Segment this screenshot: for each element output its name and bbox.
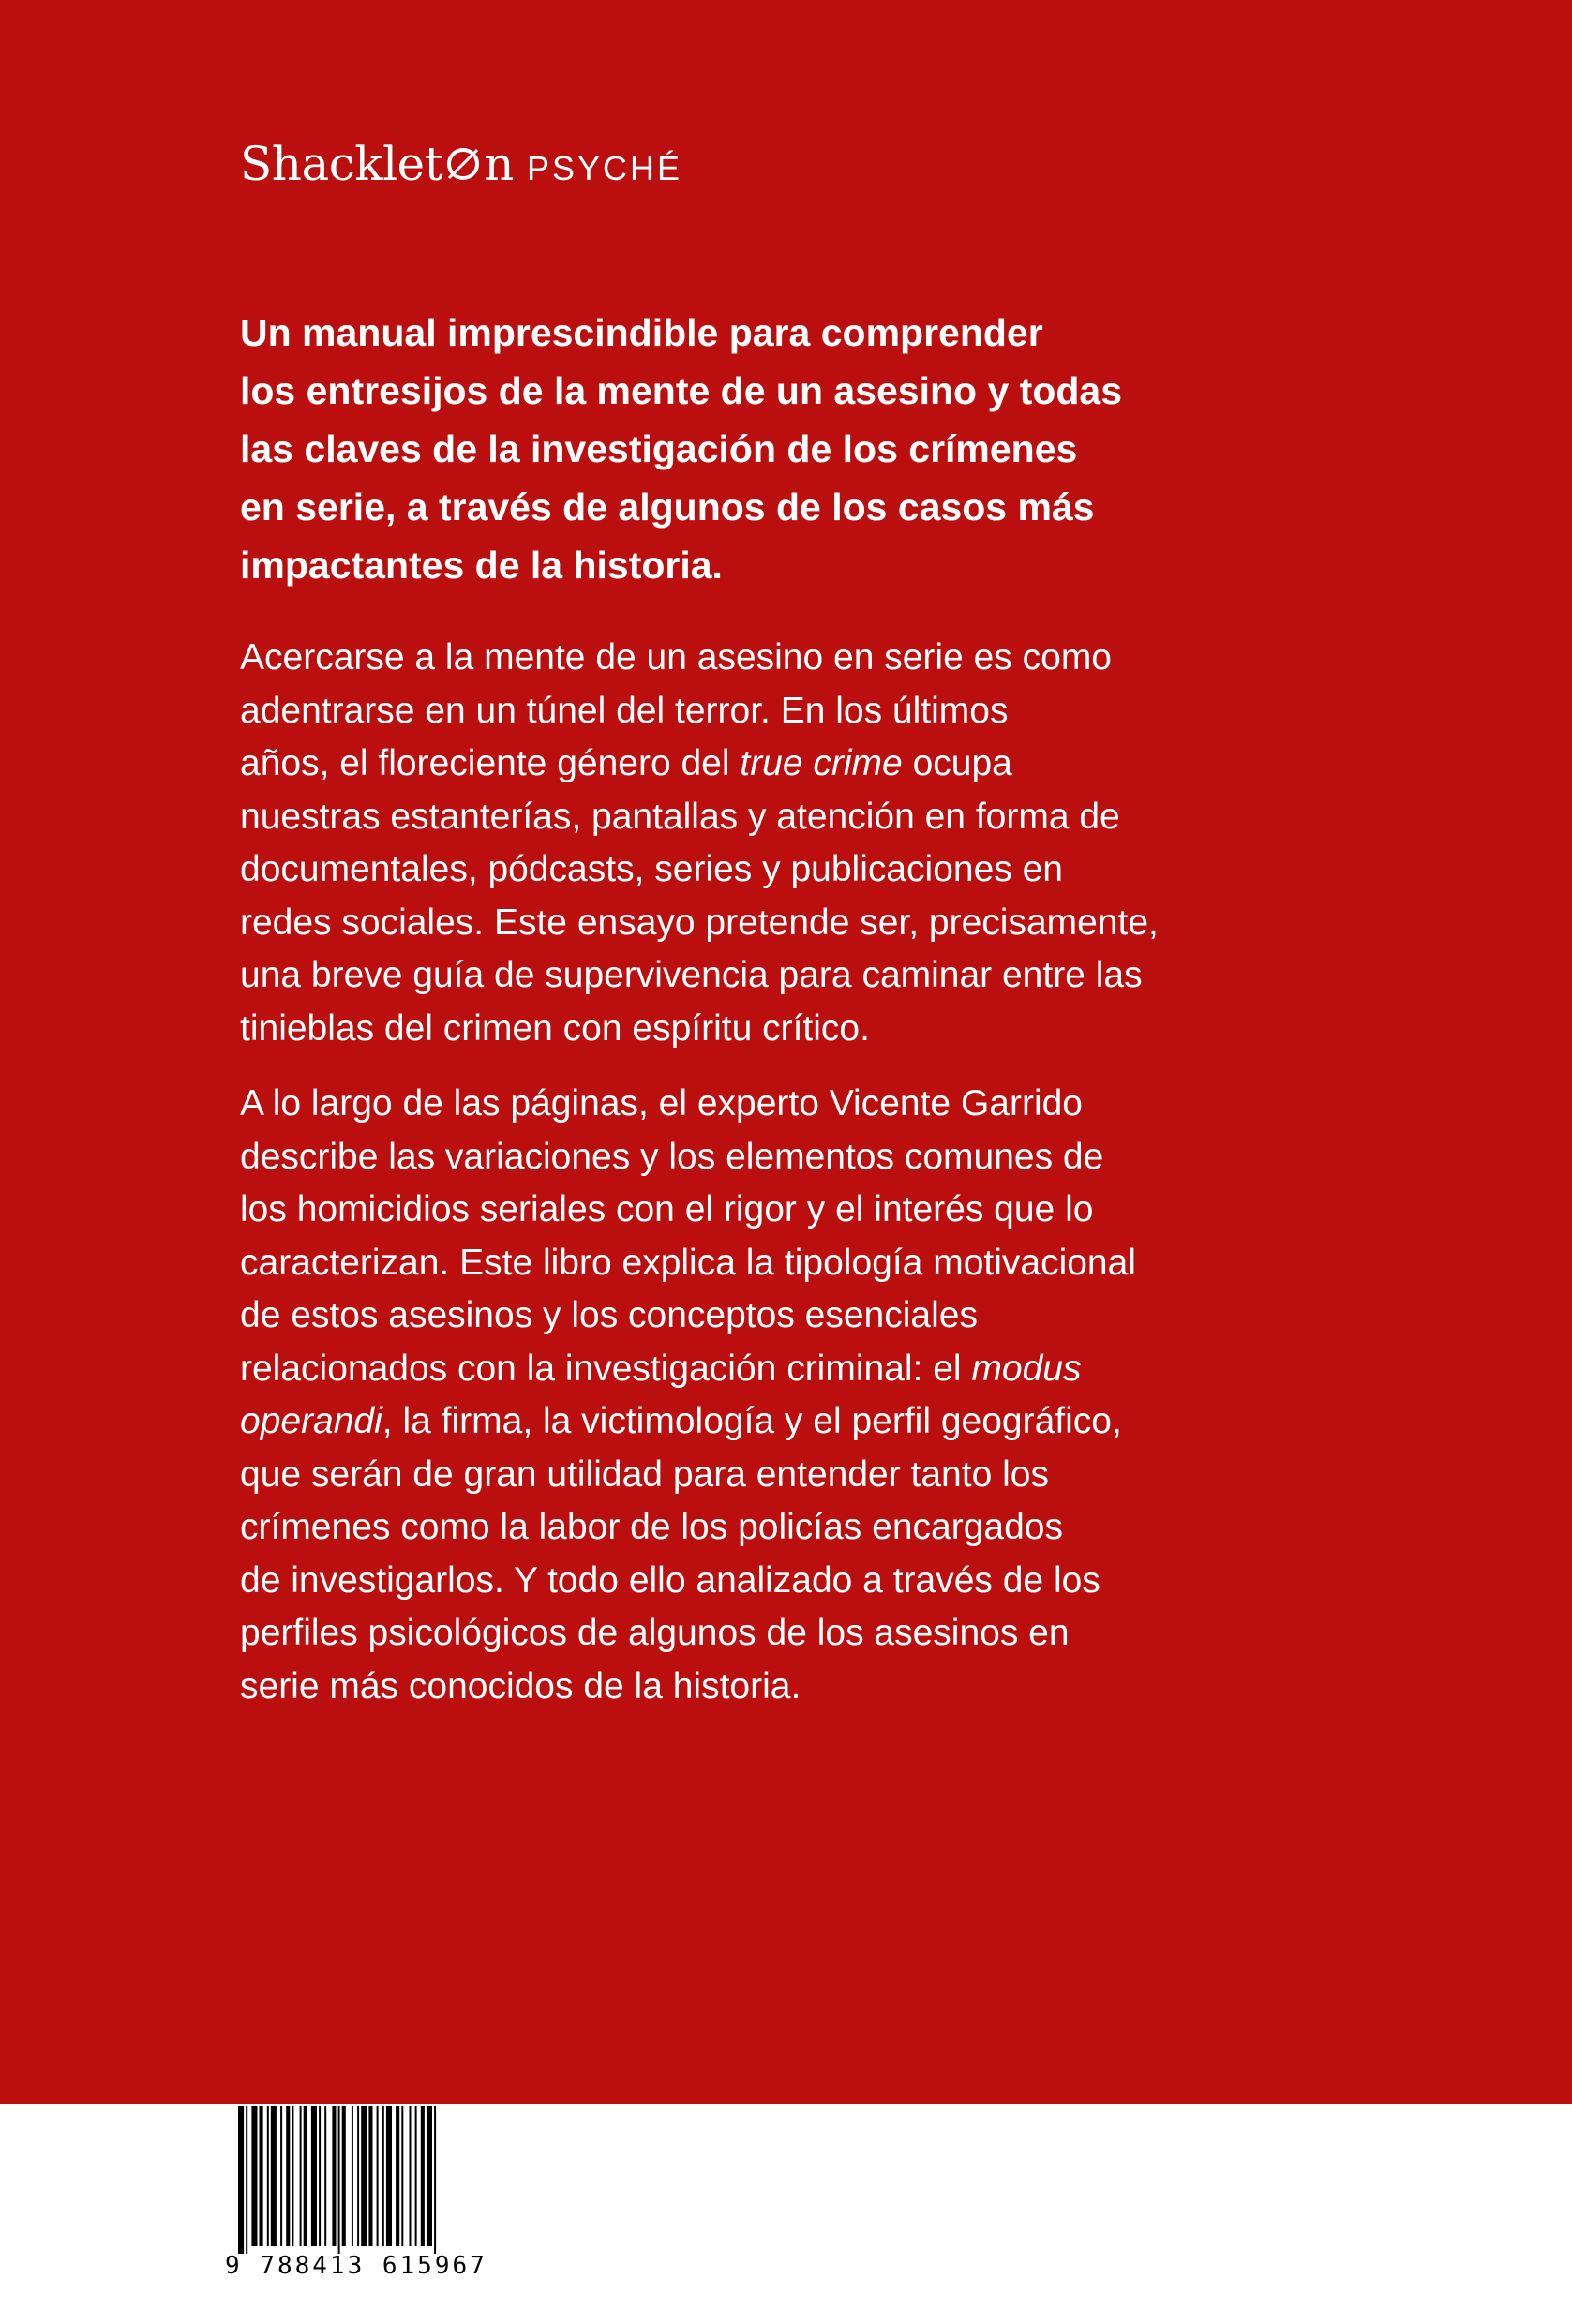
body-line: serie más conocidos de la historia. xyxy=(240,1665,801,1706)
lead-line: las claves de la investigación de los crímenes xyxy=(240,427,1078,470)
barcode-bar xyxy=(382,2106,384,2246)
imprint-name: PSYCHÉ xyxy=(526,149,682,187)
barcode-bar xyxy=(292,2106,293,2246)
lead-line: Un manual imprescindible para comprender xyxy=(240,311,1043,354)
barcode-bar xyxy=(271,2106,277,2246)
lead-blurb xyxy=(240,304,1234,594)
barcode-bar xyxy=(311,2106,317,2246)
body-line: de estos asesinos y los conceptos esenciales xyxy=(240,1295,978,1335)
lead-line: los entresijos de la mente de un asesino y todas xyxy=(240,369,1123,412)
body-line: años, el floreciente género del xyxy=(240,743,741,783)
barcode-bar xyxy=(386,2106,392,2246)
body-line: nuestras estanterías, pantallas y atención en forma de xyxy=(240,796,1120,837)
barcode-bars xyxy=(225,2104,506,2254)
body-line: los homicidios seriales con el rigor y el interés que lo xyxy=(240,1189,1094,1229)
barcode-bar xyxy=(267,2106,269,2246)
body-line: caracterizan. Este libro explica la tipología motivacional xyxy=(240,1242,1136,1283)
barcode-bar xyxy=(304,2106,307,2246)
body-line: , la firma, la victimología y el perfil geográfico, xyxy=(382,1401,1122,1441)
compass-o-icon xyxy=(443,141,483,180)
synopsis-paragraph-2 xyxy=(240,1078,1262,1713)
barcode-bar xyxy=(260,2106,263,2246)
barcode-bar xyxy=(434,2106,436,2254)
lead-line: en serie, a través de algunos de los casos más xyxy=(240,485,1095,529)
barcode-bar xyxy=(410,2106,412,2246)
body-line: Acercarse a la mente de un asesino en serie es como xyxy=(240,637,1113,678)
barcode-bar xyxy=(368,2106,372,2246)
barcode-bar xyxy=(332,2106,336,2246)
body-line: tinieblas del crimen con espíritu crítico. xyxy=(240,1007,870,1049)
barcode-bar xyxy=(357,2106,359,2246)
lead-line: impactantes de la historia. xyxy=(240,544,723,587)
barcode-bar xyxy=(238,2106,244,2254)
body-line: relacionados con la investigación criminal: el xyxy=(240,1348,972,1389)
italic-term: modus xyxy=(971,1348,1082,1389)
barcode-bar xyxy=(421,2106,425,2246)
barcode-bar xyxy=(377,2106,379,2246)
barcode-bar xyxy=(427,2106,432,2246)
synopsis-paragraph-1 xyxy=(240,632,1262,1055)
barcode-bar xyxy=(319,2106,321,2246)
barcode-bar xyxy=(280,2106,282,2246)
barcode-bar xyxy=(286,2106,290,2246)
barcode-bar xyxy=(415,2106,417,2246)
barcode-bar xyxy=(342,2106,346,2246)
barcode-bar xyxy=(324,2106,326,2246)
barcode-bar xyxy=(361,2106,367,2246)
body-line: que serán de gran utilidad para entender tanto los xyxy=(240,1453,1049,1495)
barcode-bar xyxy=(352,2106,353,2246)
barcode-bar xyxy=(300,2106,302,2246)
body-line: perfiles psicológicos de algunos de los asesinos en xyxy=(240,1613,1070,1653)
body-line: documentales, pódcasts, series y publicaciones en xyxy=(240,849,1063,889)
body-line: describe las variaciones y los elementos comunes de xyxy=(240,1136,1104,1177)
body-line: una breve guía de supervivencia para caminar entre las xyxy=(240,955,1143,995)
body-line: de investigarlos. Y todo ello analizado a través de los xyxy=(240,1559,1100,1601)
italic-term: operandi xyxy=(240,1401,382,1441)
barcode-bar xyxy=(401,2106,403,2246)
barcode-bar xyxy=(251,2106,257,2246)
publisher-logo: Shacklet n PSYCHÉ xyxy=(240,137,682,191)
body-line: A lo largo de las páginas, el experto Vicente Garrido xyxy=(240,1083,1083,1124)
barcode-bar xyxy=(246,2106,247,2254)
isbn-number: 9 788413 615967 xyxy=(225,2252,487,2280)
publisher-name: Shacklet xyxy=(240,137,443,191)
body-line: redes sociales. Este ensayo pretende ser, precisamente, xyxy=(240,901,1159,943)
barcode-bar xyxy=(396,2106,399,2246)
body-line: crímenes como la labor de los policías encargados xyxy=(240,1507,1063,1547)
body-line: adentrarse en un túnel del terror. En los últimos xyxy=(240,690,1009,731)
isbn-barcode xyxy=(225,2104,506,2301)
body-line: ocupa xyxy=(902,743,1012,783)
italic-term: true crime xyxy=(740,743,903,783)
barcode-bar xyxy=(338,2106,340,2254)
